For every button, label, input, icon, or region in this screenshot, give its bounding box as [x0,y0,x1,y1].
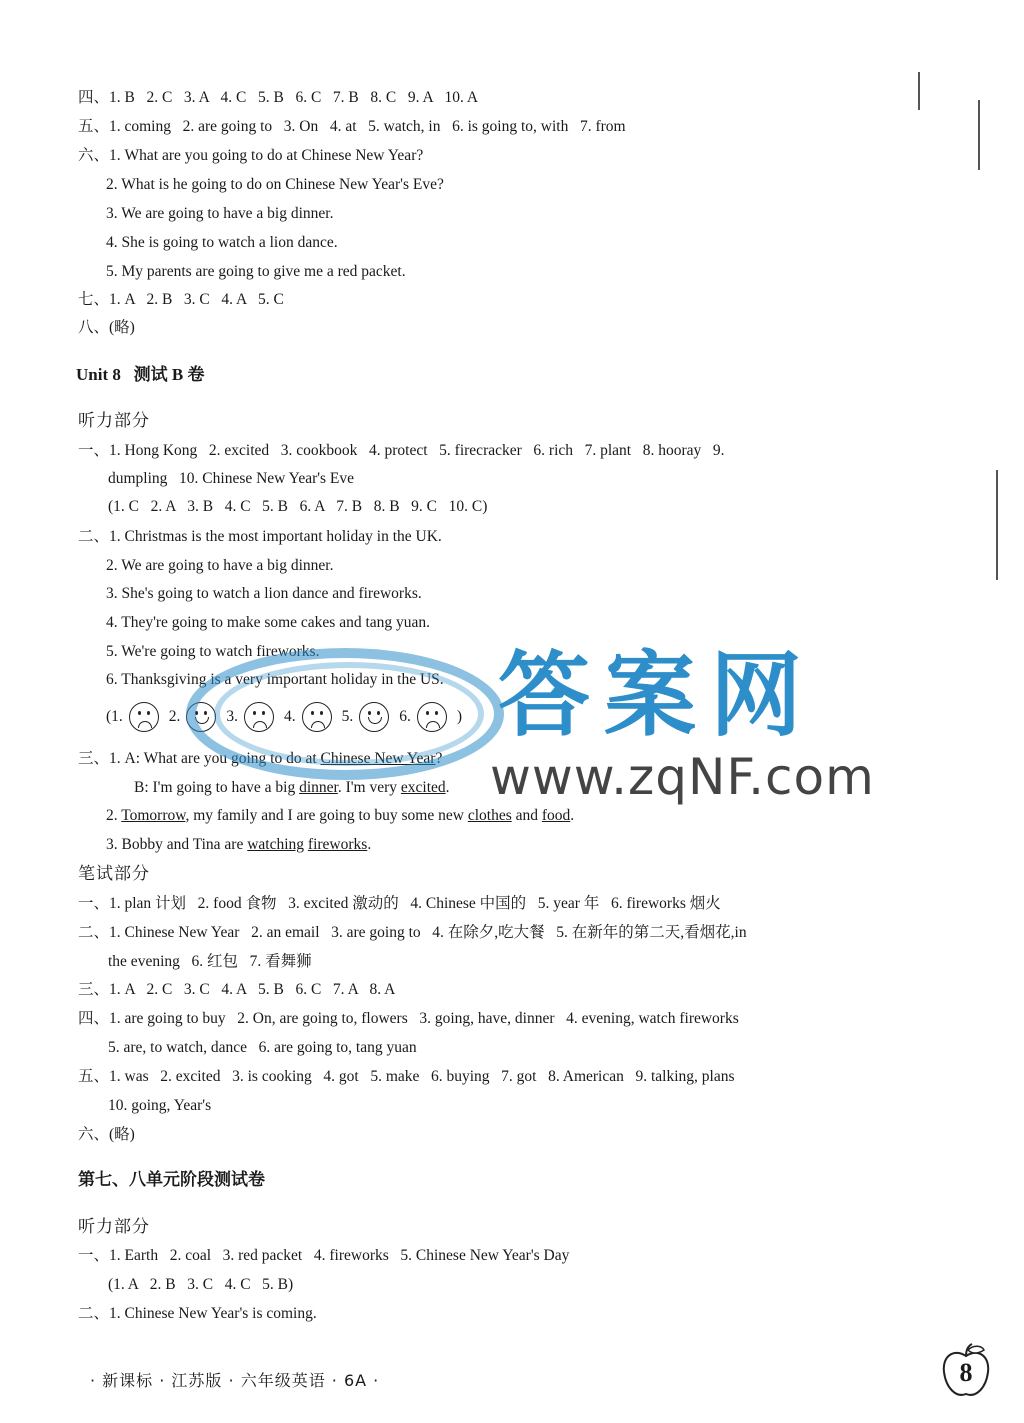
section-heading: Unit 8 测试 B 卷 [76,365,205,384]
face-number: 4. [284,708,296,725]
face-number: 1. [111,708,123,725]
page-number-badge [940,1342,992,1400]
answer-line: 2. What is he going to do on Chinese New Year's Eve? [106,176,444,193]
answer-line: 5. My parents are going to give me a red packet. [106,263,406,280]
answer-line: 4. They're going to make some cakes and tang yuan. [106,614,431,631]
answer-line: 二、1. Chinese New Year 2. an email 3. are going to 4. 在除夕,吃大餐 5. 在新年的第二天,看烟花,in [78,924,747,941]
watermark-text: 答案网 [498,642,817,749]
answer-line: 三、1. A: What are you going to do at Chinese New Year? [78,750,443,767]
answer-line: 5. are, to watch, dance 6. are going to, tang yuan [108,1039,417,1056]
answer-line: 10. going, Year's [108,1097,212,1114]
answer-line: 5. We're going to watch fireworks. [106,643,320,660]
answer-line: B: I'm going to have a big dinner. I'm very excited. [134,779,450,796]
scan-mark [996,470,998,580]
subsection-title: 听力部分 [78,411,150,430]
subsection-title: 笔试部分 [78,864,150,883]
answer-line: 五、1. coming 2. are going to 3. On 4. at 5. watch, in 6. is going to, with 7. from [78,118,626,135]
answer-line: 2. We are going to have a big dinner. [106,557,334,574]
page-number: 8 [959,1358,973,1387]
answer-line: (1. C 2. A 3. B 4. C 5. B 6. A 7. B 8. B 9. C 10. C) [108,498,488,515]
answer-line: 6. Thanksgiving is a very important holiday in the US. [106,671,444,688]
answer-line: 二、1. Chinese New Year's is coming. [78,1305,317,1322]
answer-line: 2. Tomorrow, my family and I are going to buy some new clothes and food. [106,807,575,824]
face-number: 5. [341,708,354,725]
answer-line: the evening 6. 红包 7. 看舞狮 [108,953,312,970]
sad-face-icon [129,702,159,732]
answer-line: 一、1. Hong Kong 2. excited 3. cookbook 4. protect 5. firecracker 6. rich 7. plant 8. hooray 9. [78,442,725,459]
answer-line: 3. Bobby and Tina are watching fireworks. [106,836,372,853]
scan-mark [978,100,980,170]
answer-line: 四、1. are going to buy 2. On, are going to, flowers 3. going, have, dinner 4. evening, watch fireworks [78,1010,739,1027]
subsection-title: 听力部分 [78,1217,150,1236]
answer-line: 3. She's going to watch a lion dance and fireworks. [106,585,422,602]
answer-line: 六、(略) [78,1126,135,1143]
section-heading: 第七、八单元阶段测试卷 [78,1170,265,1189]
answer-line: 五、1. was 2. excited 3. is cooking 4. got 5. make 6. buying 7. got 8. American 9. talking, plans [78,1068,735,1085]
answer-line: 三、1. A 2. C 3. C 4. A 5. B 6. C 7. A 8. A [78,981,396,998]
answer-line: 七、1. A 2. B 3. C 4. A 5. C [78,291,284,308]
scan-mark [918,72,920,110]
answer-line: 3. We are going to have a big dinner. [106,205,334,222]
answer-line: 二、1. Christmas is the most important holiday in the UK. [78,528,442,545]
answer-line: 六、1. What are you going to do at Chinese New Year? [78,147,424,164]
face-number: 6. [399,708,411,725]
face-number: 3. [226,708,239,725]
answer-line: dumpling 10. Chinese New Year's Eve [108,470,355,487]
answer-line: 4. She is going to watch a lion dance. [106,234,338,251]
page-footer: · 新课标 · 江苏版 · 六年级英语 · 6A · [90,1371,380,1390]
answer-line: 八、(略) [78,319,135,336]
face-number: 2. [168,708,181,725]
watermark-ring [214,662,484,766]
paren-close: ) [456,708,463,725]
answer-line: (1. A 2. B 3. C 4. C 5. B) [108,1276,294,1293]
watermark-url: www.zqNF.com [490,748,875,806]
paren-open: ( [106,708,112,725]
answer-line: 一、1. Earth 2. coal 3. red packet 4. fireworks 5. Chinese New Year's Day [78,1247,570,1264]
answer-line: 四、1. B 2. C 3. A 4. C 5. B 6. C 7. B 8. C 9. A 10. A [78,89,479,106]
answer-line: 一、1. plan 计划 2. food 食物 3. excited 激动的 4. Chinese 中国的 5. year 年 6. fireworks 烟火 [78,895,721,912]
